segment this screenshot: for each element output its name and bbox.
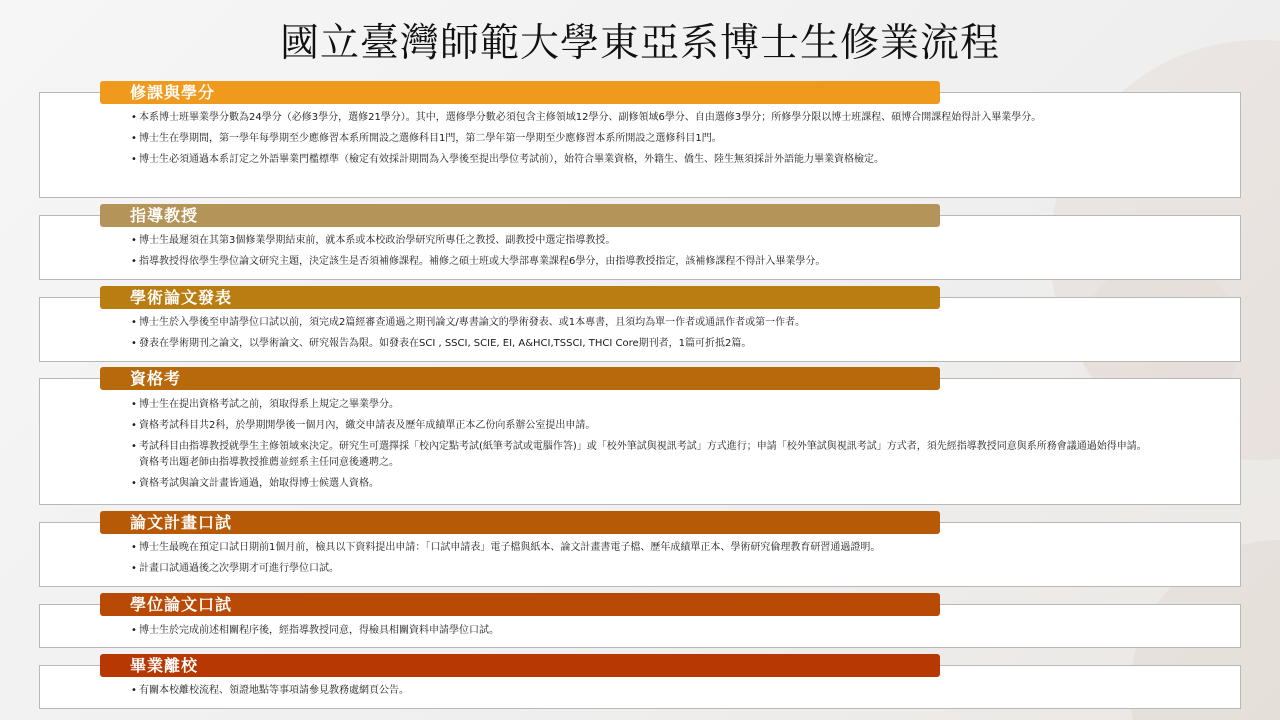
list-item: • 博士生於完成前述相關程序後，經指導教授同意，得檢具相關資料申請學位口試。 <box>131 623 1151 639</box>
section-publication-list <box>131 315 1151 357</box>
list-item: • 博士生必須通過本系訂定之外語畢業門檻標準（檢定有效採計期間為入學後至提出學位考試前），始符合畢業資格，外籍生、僑生、陸生無須採計外語能力畢業資格檢定。 <box>131 152 1151 168</box>
section-course-credits-list <box>131 110 1151 173</box>
list-item: • 本系博士班畢業學分數為24學分（必修3學分，選修21學分）。其中，選修學分數必須包含主修領域12學分、副修領域6學分、自由選修3學分；所修學分限以博士班課程、碩博合開課程始得計入畢業學分。 <box>131 110 1151 126</box>
section-graduation-list <box>131 683 1151 704</box>
page-title: 國立臺灣師範大學東亞系博士生修業流程 <box>279 21 1000 66</box>
list-item: • 博士生在學期間，第一學年每學期至少應修習本系所開設之選修科目1門，第二學年第一學期至少應修習本系所開設之選修科目1門。 <box>131 131 1151 147</box>
list-item: • 資格考試與論文計畫皆通過，始取得博士候選人資格。 <box>131 476 1151 492</box>
list-item: • 博士生最遲須在其第3個修業學期結束前，就本系或本校政治學研究所專任之教授、副教授中選定指導教授。 <box>131 233 1151 249</box>
list-item: • 發表在學術期刊之論文，以學術論文、研究報告為限。如發表在SCI , SSCI, SCIE, EI, A&HCI,TSSCI, THCI Core期刊者，1篇可折抵2篇。 <box>131 336 1151 352</box>
section-dissertation-defense-list <box>131 623 1151 644</box>
section-publication-header: 學術論文發表 <box>100 286 940 309</box>
section-proposal-defense-list <box>131 540 1151 582</box>
section-course-credits-header: 修課與學分 <box>100 81 940 104</box>
section-qualifying-exam-list <box>131 397 1151 497</box>
list-item: • 博士生最晚在預定口試日期前1個月前，檢具以下資料提出申請：「口試申請表」電子檔與紙本、論文計畫書電子檔、歷年成績單正本、學術研究倫理教育研習通過證明。 <box>131 540 1151 556</box>
section-advisor-list <box>131 233 1151 275</box>
list-item: • 指導教授得依學生學位論文研究主題，決定該生是否須補修課程。補修之碩士班或大學部專業課程6學分，由指導教授指定，該補修課程不得計入畢業學分。 <box>131 254 1151 270</box>
section-proposal-defense-header: 論文計畫口試 <box>100 511 940 534</box>
section-advisor-header: 指導教授 <box>100 204 940 227</box>
list-item: • 博士生在提出資格考試之前，須取得系上規定之畢業學分。 <box>131 397 1151 413</box>
list-item: • 計畫口試通過後之次學期才可進行學位口試。 <box>131 561 1151 577</box>
section-qualifying-exam-header: 資格考 <box>100 367 940 390</box>
list-item: • 博士生於入學後至申請學位口試以前，須完成2篇經審查通過之期刊論文/專書論文的學術發表、或1本專書，且須均為單一作者或通訊作者或第一作者。 <box>131 315 1151 331</box>
list-item: • 考試科目由指導教授就學生主修領域來決定。研究生可選擇採「校內定點考試(紙筆考試或電腦作答)」或「校外筆試與視訊考試」方式進行；申請「校外筆試與視訊考試」方式者，須先經指導教授同意與系所務會議通過始得申請。資格考出題老師由指導教授推薦並經系主任同意後遴聘之。 <box>131 439 1151 471</box>
list-item: • 有關本校離校流程、領證地點等事項請參見教務處網頁公告。 <box>131 683 1151 699</box>
section-dissertation-defense-header: 學位論文口試 <box>100 593 940 616</box>
section-graduation-header: 畢業離校 <box>100 654 940 677</box>
list-item: • 資格考試科目共2科，於學期開學後一個月內，繳交申請表及歷年成績單正本乙份向系辦公室提出申請。 <box>131 418 1151 434</box>
